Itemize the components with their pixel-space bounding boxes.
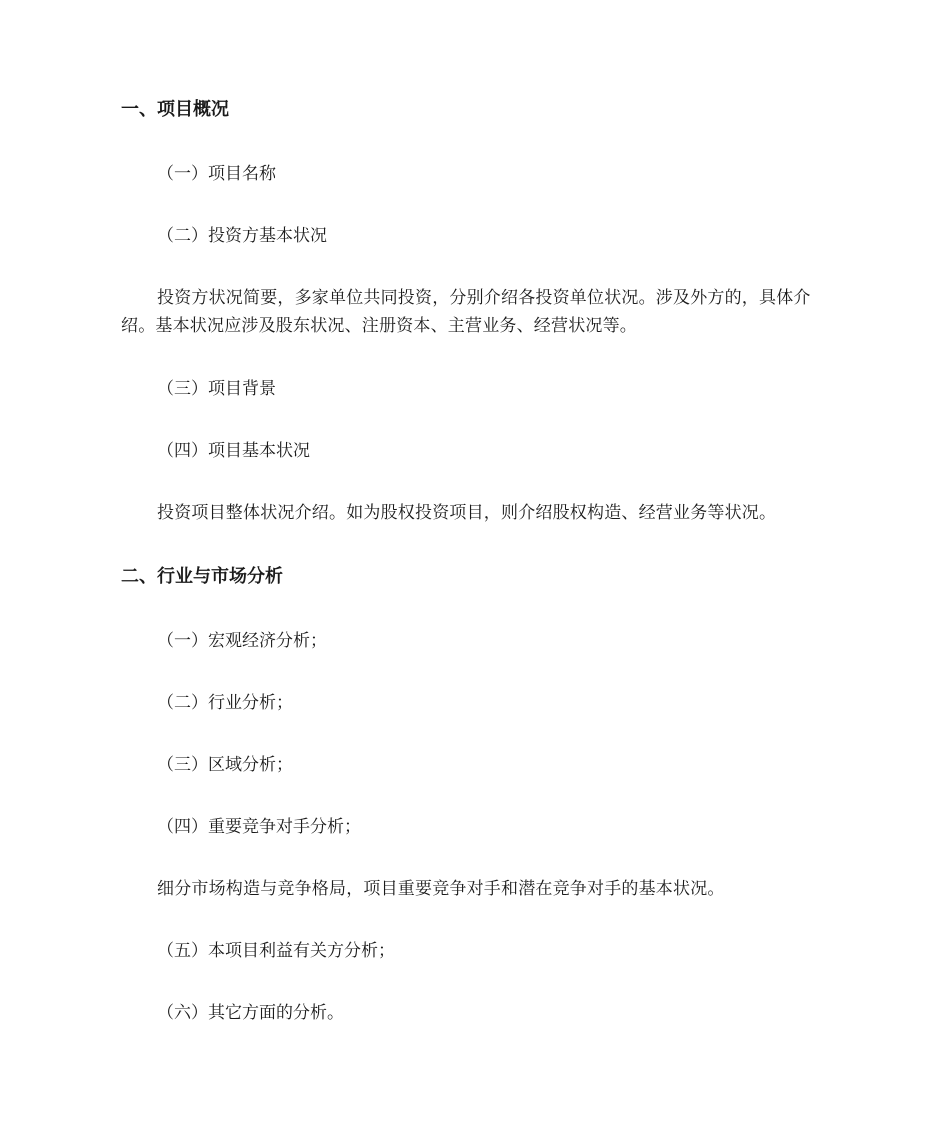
subheading-other-analysis: （六）其它方面的分析。 xyxy=(157,1003,344,1023)
subheading-project-basic-status: （四）项目基本状况 xyxy=(157,441,310,461)
section-heading-industry-market: 二、行业与市场分析 xyxy=(121,566,283,587)
subheading-industry-analysis: （二）行业分析； xyxy=(157,693,293,713)
subheading-investor-status: （二）投资方基本状况 xyxy=(157,226,327,246)
section-heading-project-overview: 一、项目概况 xyxy=(121,99,229,120)
subheading-macro-analysis: （一）宏观经济分析； xyxy=(157,631,327,651)
subheading-project-name: （一）项目名称 xyxy=(157,164,276,184)
paragraph-project-description: 投资项目整体状况介绍。如为股权投资项目，则介绍股权构造、经营业务等状况。 xyxy=(157,503,777,523)
subheading-regional-analysis: （三）区域分析； xyxy=(157,755,293,775)
paragraph-market-structure: 细分市场构造与竞争格局，项目重要竞争对手和潜在竞争对手的基本状况。 xyxy=(157,879,725,899)
subheading-competitor-analysis: （四）重要竞争对手分析； xyxy=(157,817,361,837)
subheading-project-background: （三）项目背景 xyxy=(157,379,276,399)
subheading-stakeholder-analysis: （五）本项目利益有关方分析； xyxy=(157,941,395,961)
paragraph-investor-description: 投资方状况简要，多家单位共同投资，分别介绍各投资单位状况。涉及外方的，具体介绍。基本状况应涉及股东状况、注册资本、主营业务、经营状况等。 xyxy=(121,288,811,336)
